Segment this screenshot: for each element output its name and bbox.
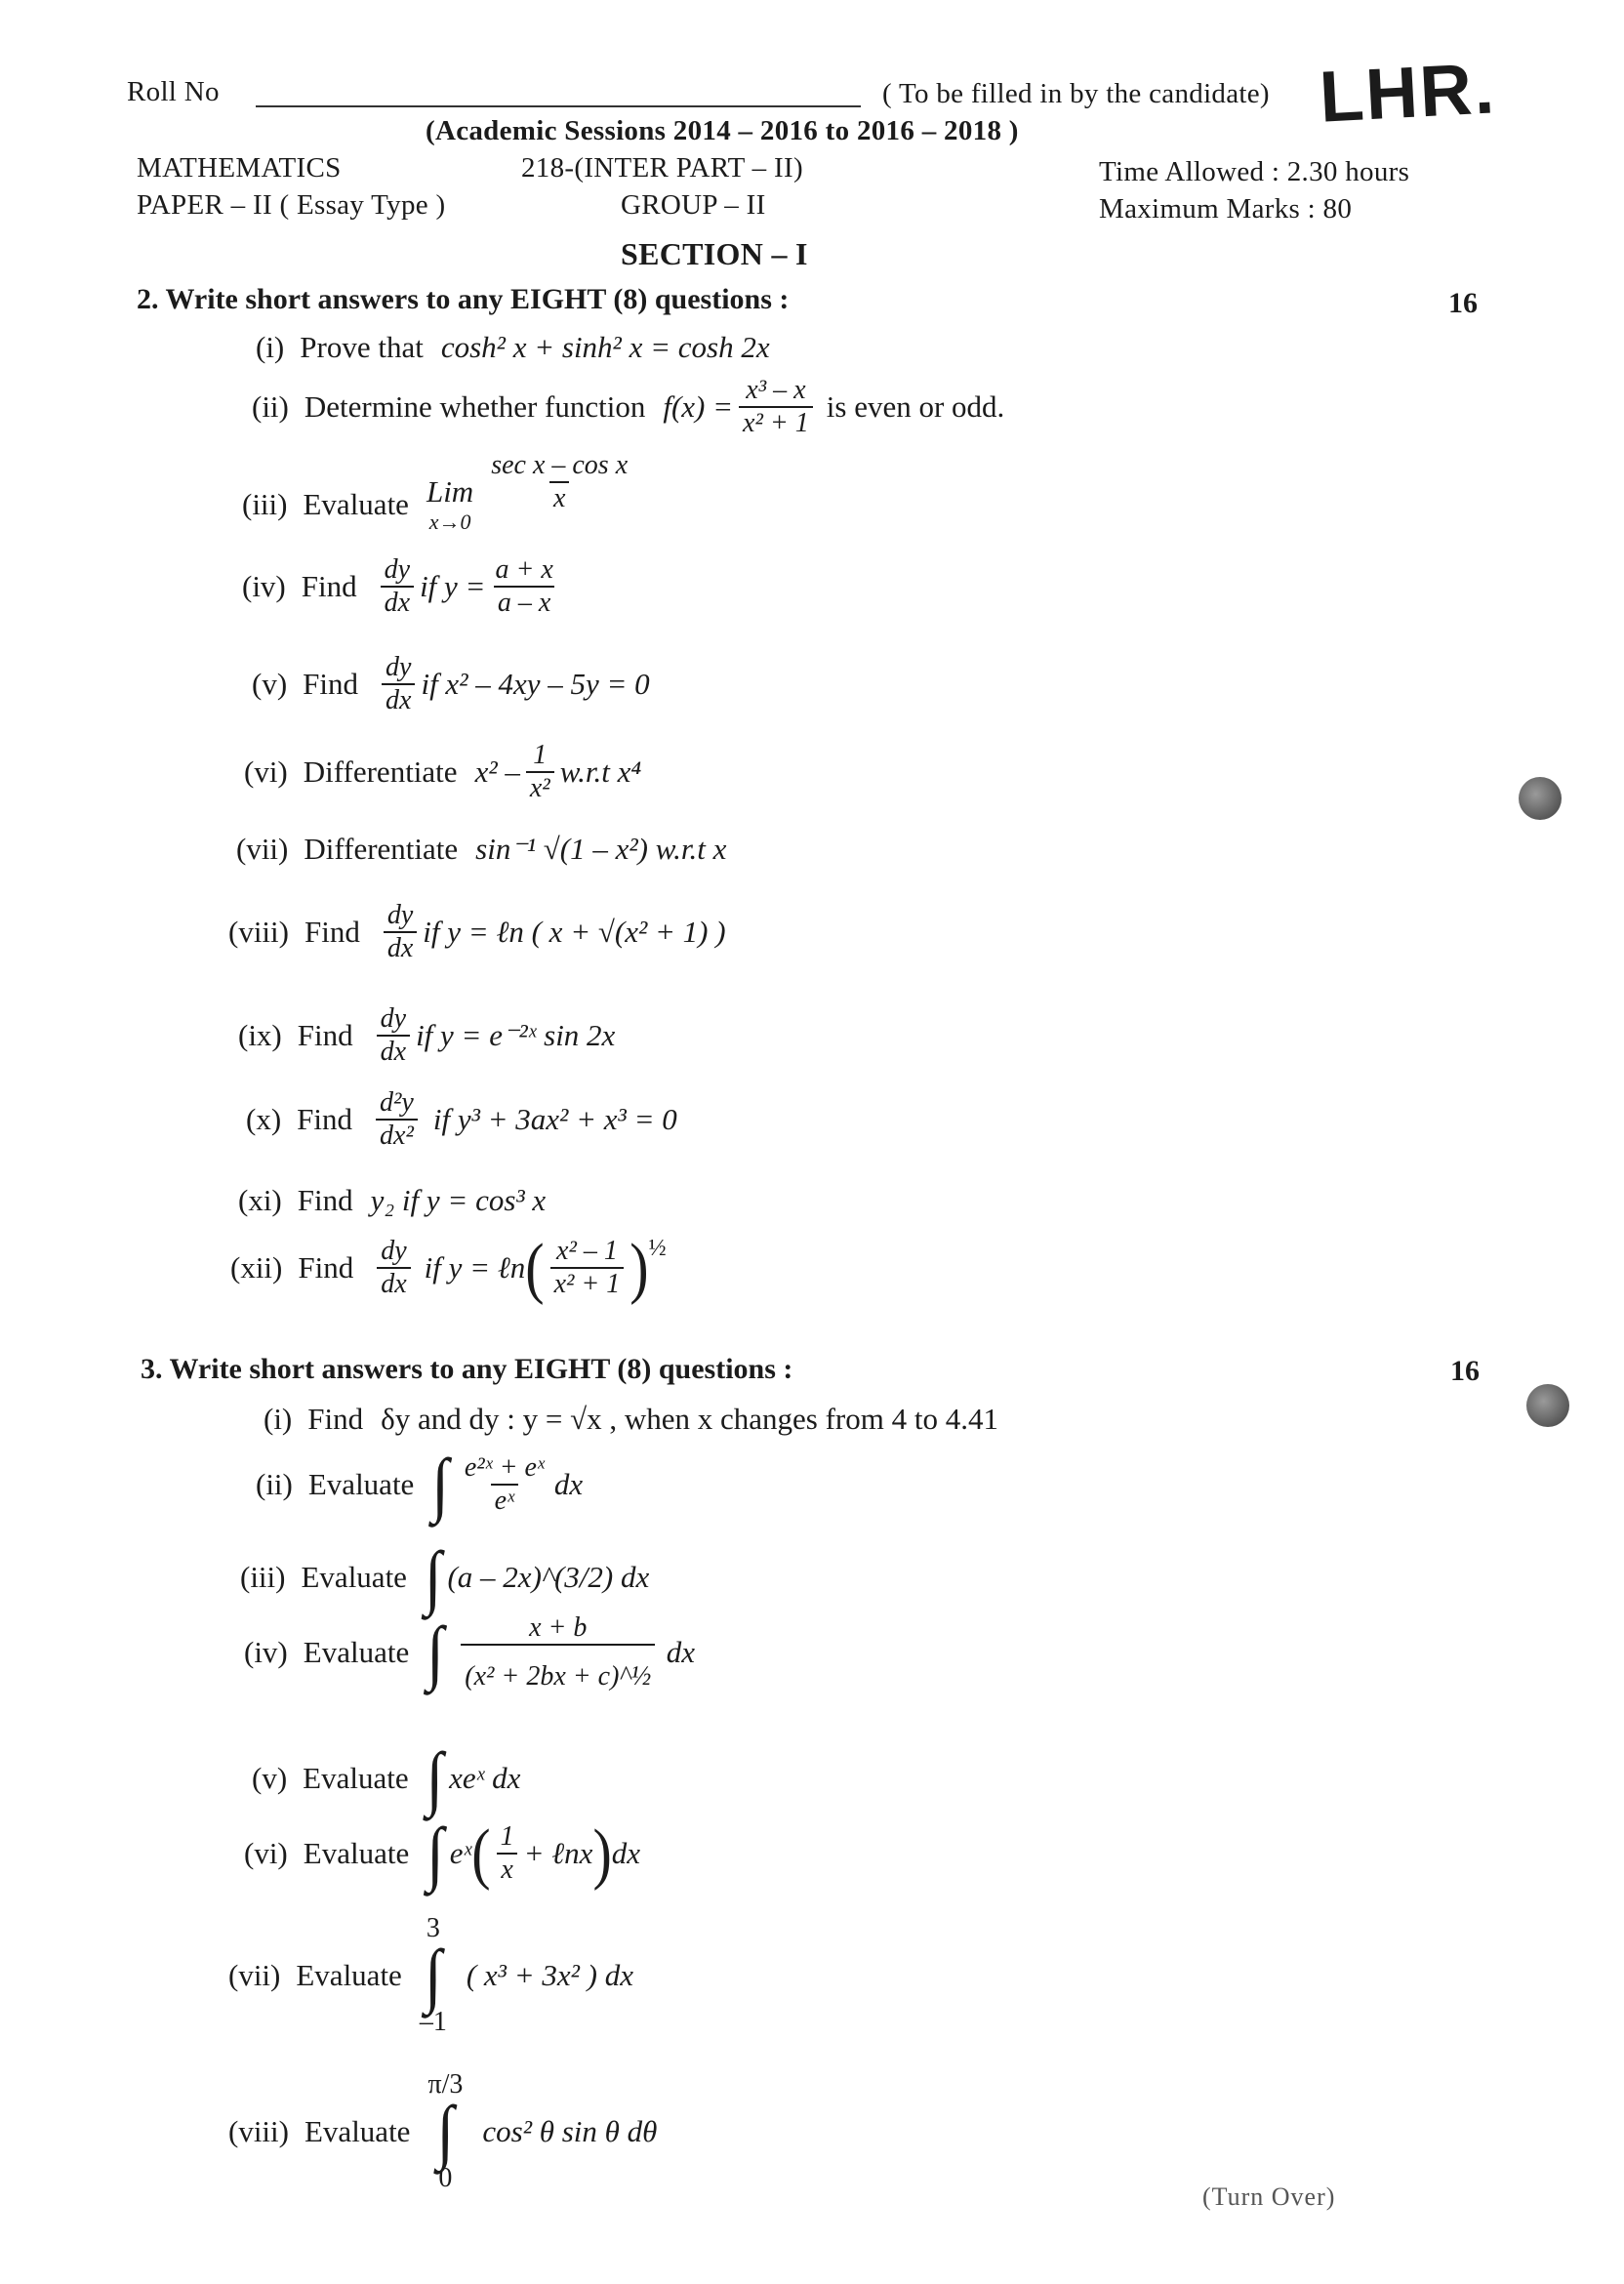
numerator: x + b — [529, 1612, 588, 1643]
roll-label-text: Roll No — [127, 76, 220, 107]
numerator: sec x – cos x — [491, 449, 629, 480]
item-verb: Find — [297, 1102, 353, 1137]
lower-limit: –1 — [419, 2007, 447, 2037]
integral-sign: ∫ — [436, 2091, 455, 2172]
q3-marks: 16 — [1450, 1355, 1480, 1387]
item-verb: Find — [307, 1402, 364, 1436]
integral-sign: ∫ — [431, 1444, 449, 1525]
q2-item-i — [256, 330, 770, 365]
item-tail: dx — [553, 1467, 584, 1502]
q2-item-iv — [242, 554, 563, 619]
item-expression: x² – — [474, 755, 520, 790]
item-expression: if x² – 4xy – 5y = 0 — [421, 667, 650, 702]
item-number: (viii) — [228, 915, 289, 950]
item-expression: δy and dy : y = √x , when x changes from 4 to 4.41 — [381, 1402, 998, 1436]
max-marks: Maximum Marks : 80 — [1099, 193, 1353, 224]
numerator: d²y — [380, 1087, 414, 1118]
q2-item-xii — [230, 1229, 667, 1306]
left-paren: ( — [525, 1229, 545, 1306]
derivative — [377, 1236, 410, 1300]
q3-item-iv — [244, 1612, 695, 1693]
denominator: dx — [382, 683, 415, 716]
q3-item-viii — [228, 2069, 657, 2194]
numerator: dy — [381, 1236, 407, 1266]
denominator: dx — [381, 586, 414, 619]
item-verb: Evaluate — [304, 2114, 411, 2148]
denominator: x² + 1 — [739, 406, 813, 439]
denominator: dx — [377, 1267, 410, 1300]
q2-item-x — [246, 1087, 677, 1152]
right-paren: ) — [592, 1815, 612, 1892]
numerator: x³ – x — [746, 375, 806, 405]
item-number: (vi) — [244, 1836, 288, 1871]
numerator: dy — [386, 900, 414, 930]
q2-item-xi — [238, 1183, 546, 1218]
item-number: (iv) — [244, 1635, 288, 1670]
q2-item-ix — [238, 1003, 615, 1068]
item-verb: Evaluate — [303, 1761, 409, 1795]
item-verb: Differentiate — [304, 832, 459, 866]
upper-limit: 3 — [426, 1913, 440, 1943]
item-number: (i) — [264, 1402, 293, 1436]
integral-sign: ∫ — [426, 1611, 444, 1693]
item-expression: if y = ℓn — [424, 1250, 526, 1285]
item-expression: ( x³ + 3x² ) dx — [466, 1958, 634, 1992]
item-number: (ii) — [252, 389, 289, 425]
item-number: (ix) — [238, 1018, 282, 1053]
item-tail: is even or odd. — [826, 389, 1005, 425]
numerator: a + x — [495, 554, 553, 585]
turn-over-note: (Turn Over) — [1202, 2182, 1336, 2211]
paper-type: PAPER – II ( Essay Type ) — [137, 189, 446, 221]
item-verb: Find — [297, 1183, 353, 1217]
definite-integral — [420, 1913, 447, 2038]
item-expression: y₂ if y = cos³ x — [370, 1183, 547, 1217]
item-expression: (a – 2x)^(3/2) dx — [447, 1560, 650, 1594]
item-number: (vii) — [228, 1958, 281, 1992]
lower-limit: 0 — [438, 2163, 453, 2193]
item-tail: w.r.t x⁴ — [559, 755, 642, 790]
integral-sign: ∫ — [425, 1935, 442, 2016]
item-number: (xii) — [230, 1250, 283, 1285]
numerator: x² – 1 — [556, 1236, 618, 1266]
fill-note: ( To be filled in by the candidate) — [882, 78, 1270, 109]
upper-limit: π/3 — [427, 2069, 464, 2100]
exponent: ½ — [648, 1236, 667, 1261]
derivative — [377, 1003, 410, 1068]
item-expression: cos² θ sin θ dθ — [482, 2114, 658, 2148]
q2-item-vii — [236, 832, 726, 867]
item-number: (x) — [246, 1102, 282, 1137]
item-expression: + ℓnx — [523, 1836, 593, 1871]
q2-marks: 16 — [1448, 287, 1478, 319]
item-expression: cosh² x + sinh² x = cosh 2x — [440, 330, 770, 364]
q2-item-v — [252, 652, 650, 716]
item-number: (v) — [252, 667, 288, 702]
item-verb: Evaluate — [303, 1635, 410, 1670]
numerator: dy — [386, 652, 412, 682]
roll-no-line[interactable] — [256, 105, 861, 107]
fraction — [487, 450, 631, 514]
q2-heading: 2. Write short answers to any EIGHT (8) questions : — [137, 283, 790, 315]
numerator: 1 — [533, 740, 548, 770]
group: GROUP – II — [621, 189, 766, 221]
numerator: e²ˣ + eˣ — [464, 1452, 545, 1483]
item-verb: Find — [298, 1250, 354, 1285]
item-verb: Evaluate — [301, 1560, 407, 1594]
item-number: (ii) — [256, 1467, 293, 1502]
denominator: eˣ — [491, 1484, 518, 1517]
derivative — [382, 652, 415, 716]
fraction — [739, 375, 813, 439]
time-allowed: Time Allowed : 2.30 hours — [1099, 156, 1410, 187]
item-verb: Find — [301, 569, 357, 604]
limit-label: Lim — [426, 474, 474, 509]
derivative — [384, 900, 417, 964]
integral-sign: ∫ — [424, 1536, 442, 1617]
lhr-stamp: LHR. — [1317, 47, 1498, 138]
paper-code: 218-(INTER PART – II) — [521, 152, 803, 184]
section-title: SECTION – I — [621, 236, 808, 271]
fraction — [526, 740, 554, 804]
q2-item-ii — [252, 375, 1004, 439]
item-verb: Find — [297, 1018, 353, 1053]
punch-hole-mark — [1519, 777, 1562, 820]
item-number: (iii) — [240, 1560, 286, 1594]
item-verb: Evaluate — [307, 1467, 415, 1502]
item-verb: Differentiate — [303, 755, 458, 790]
right-paren: ) — [629, 1229, 649, 1306]
item-verb: Find — [304, 915, 360, 950]
q3-item-ii — [256, 1444, 584, 1525]
item-expression: if y = ℓn ( x + √(x² + 1) ) — [423, 915, 726, 950]
q3-item-v — [252, 1737, 521, 1818]
item-number: (vii) — [236, 832, 289, 866]
denominator: dx² — [376, 1119, 418, 1152]
denominator: x — [497, 1853, 516, 1886]
limit — [426, 474, 473, 535]
numerator: dy — [380, 1003, 407, 1034]
denominator: (x² + 2bx + c)^½ — [461, 1644, 655, 1693]
denominator: dx — [384, 931, 417, 964]
item-number: (xi) — [238, 1183, 282, 1217]
integral-sign: ∫ — [426, 1813, 444, 1894]
q2-item-iii — [242, 449, 637, 535]
item-number: (iii) — [242, 487, 288, 521]
item-expression: xeˣ dx — [449, 1761, 521, 1795]
definite-integral — [427, 2069, 463, 2194]
item-tail: dx — [666, 1635, 696, 1670]
q3-item-iii — [240, 1536, 650, 1617]
item-expression: if y = — [420, 569, 486, 604]
fraction — [491, 554, 556, 619]
subject: MATHEMATICS — [137, 152, 342, 184]
item-verb: Evaluate — [303, 1836, 410, 1871]
item-expression: sin⁻¹ √(1 – x²) w.r.t x — [475, 832, 727, 866]
academic-sessions: (Academic Sessions 2014 – 2016 to 2016 – 2018 ) — [426, 115, 1019, 146]
q3-heading: 3. Write short answers to any EIGHT (8) questions : — [141, 1353, 793, 1385]
item-verb: Evaluate — [296, 1958, 402, 1992]
q3-item-vi — [244, 1813, 641, 1894]
item-number: (vi) — [244, 755, 288, 790]
item-number: (iv) — [242, 569, 286, 604]
numerator: dy — [384, 554, 411, 585]
item-number: (viii) — [228, 2114, 289, 2148]
item-number: (i) — [256, 330, 285, 364]
item-expression: eˣ — [449, 1836, 472, 1871]
q2-item-viii — [228, 900, 726, 964]
punch-hole-mark — [1526, 1384, 1569, 1427]
integral-sign: ∫ — [426, 1737, 444, 1818]
derivative — [376, 1087, 418, 1152]
denominator: x² + 1 — [550, 1267, 625, 1300]
denominator: a – x — [494, 586, 554, 619]
item-expression: if y = e⁻²ˣ sin 2x — [416, 1018, 616, 1053]
q3-item-vii — [228, 1913, 633, 2038]
item-number: (v) — [252, 1761, 288, 1795]
item-verb: Find — [303, 667, 359, 702]
roll-no-label — [127, 76, 220, 108]
limit-approach: x→0 — [428, 510, 471, 534]
item-expression: f(x) = — [663, 389, 734, 425]
q3-item-i — [264, 1402, 998, 1437]
derivative — [381, 554, 414, 619]
item-verb: Prove that — [300, 330, 424, 364]
fraction — [461, 1452, 548, 1517]
numerator: 1 — [500, 1821, 514, 1852]
item-verb: Evaluate — [303, 487, 409, 521]
item-expression: if y³ + 3ax² + x³ = 0 — [432, 1102, 677, 1137]
q2-item-vi — [244, 740, 641, 804]
denominator: x² — [526, 771, 554, 804]
item-verb: Determine whether function — [304, 389, 646, 425]
fraction — [456, 1612, 661, 1693]
fraction — [550, 1236, 625, 1300]
denominator: x — [549, 481, 569, 514]
left-paren: ( — [471, 1815, 491, 1892]
fraction — [497, 1821, 518, 1886]
denominator: dx — [377, 1035, 410, 1068]
item-tail: dx — [611, 1836, 641, 1871]
